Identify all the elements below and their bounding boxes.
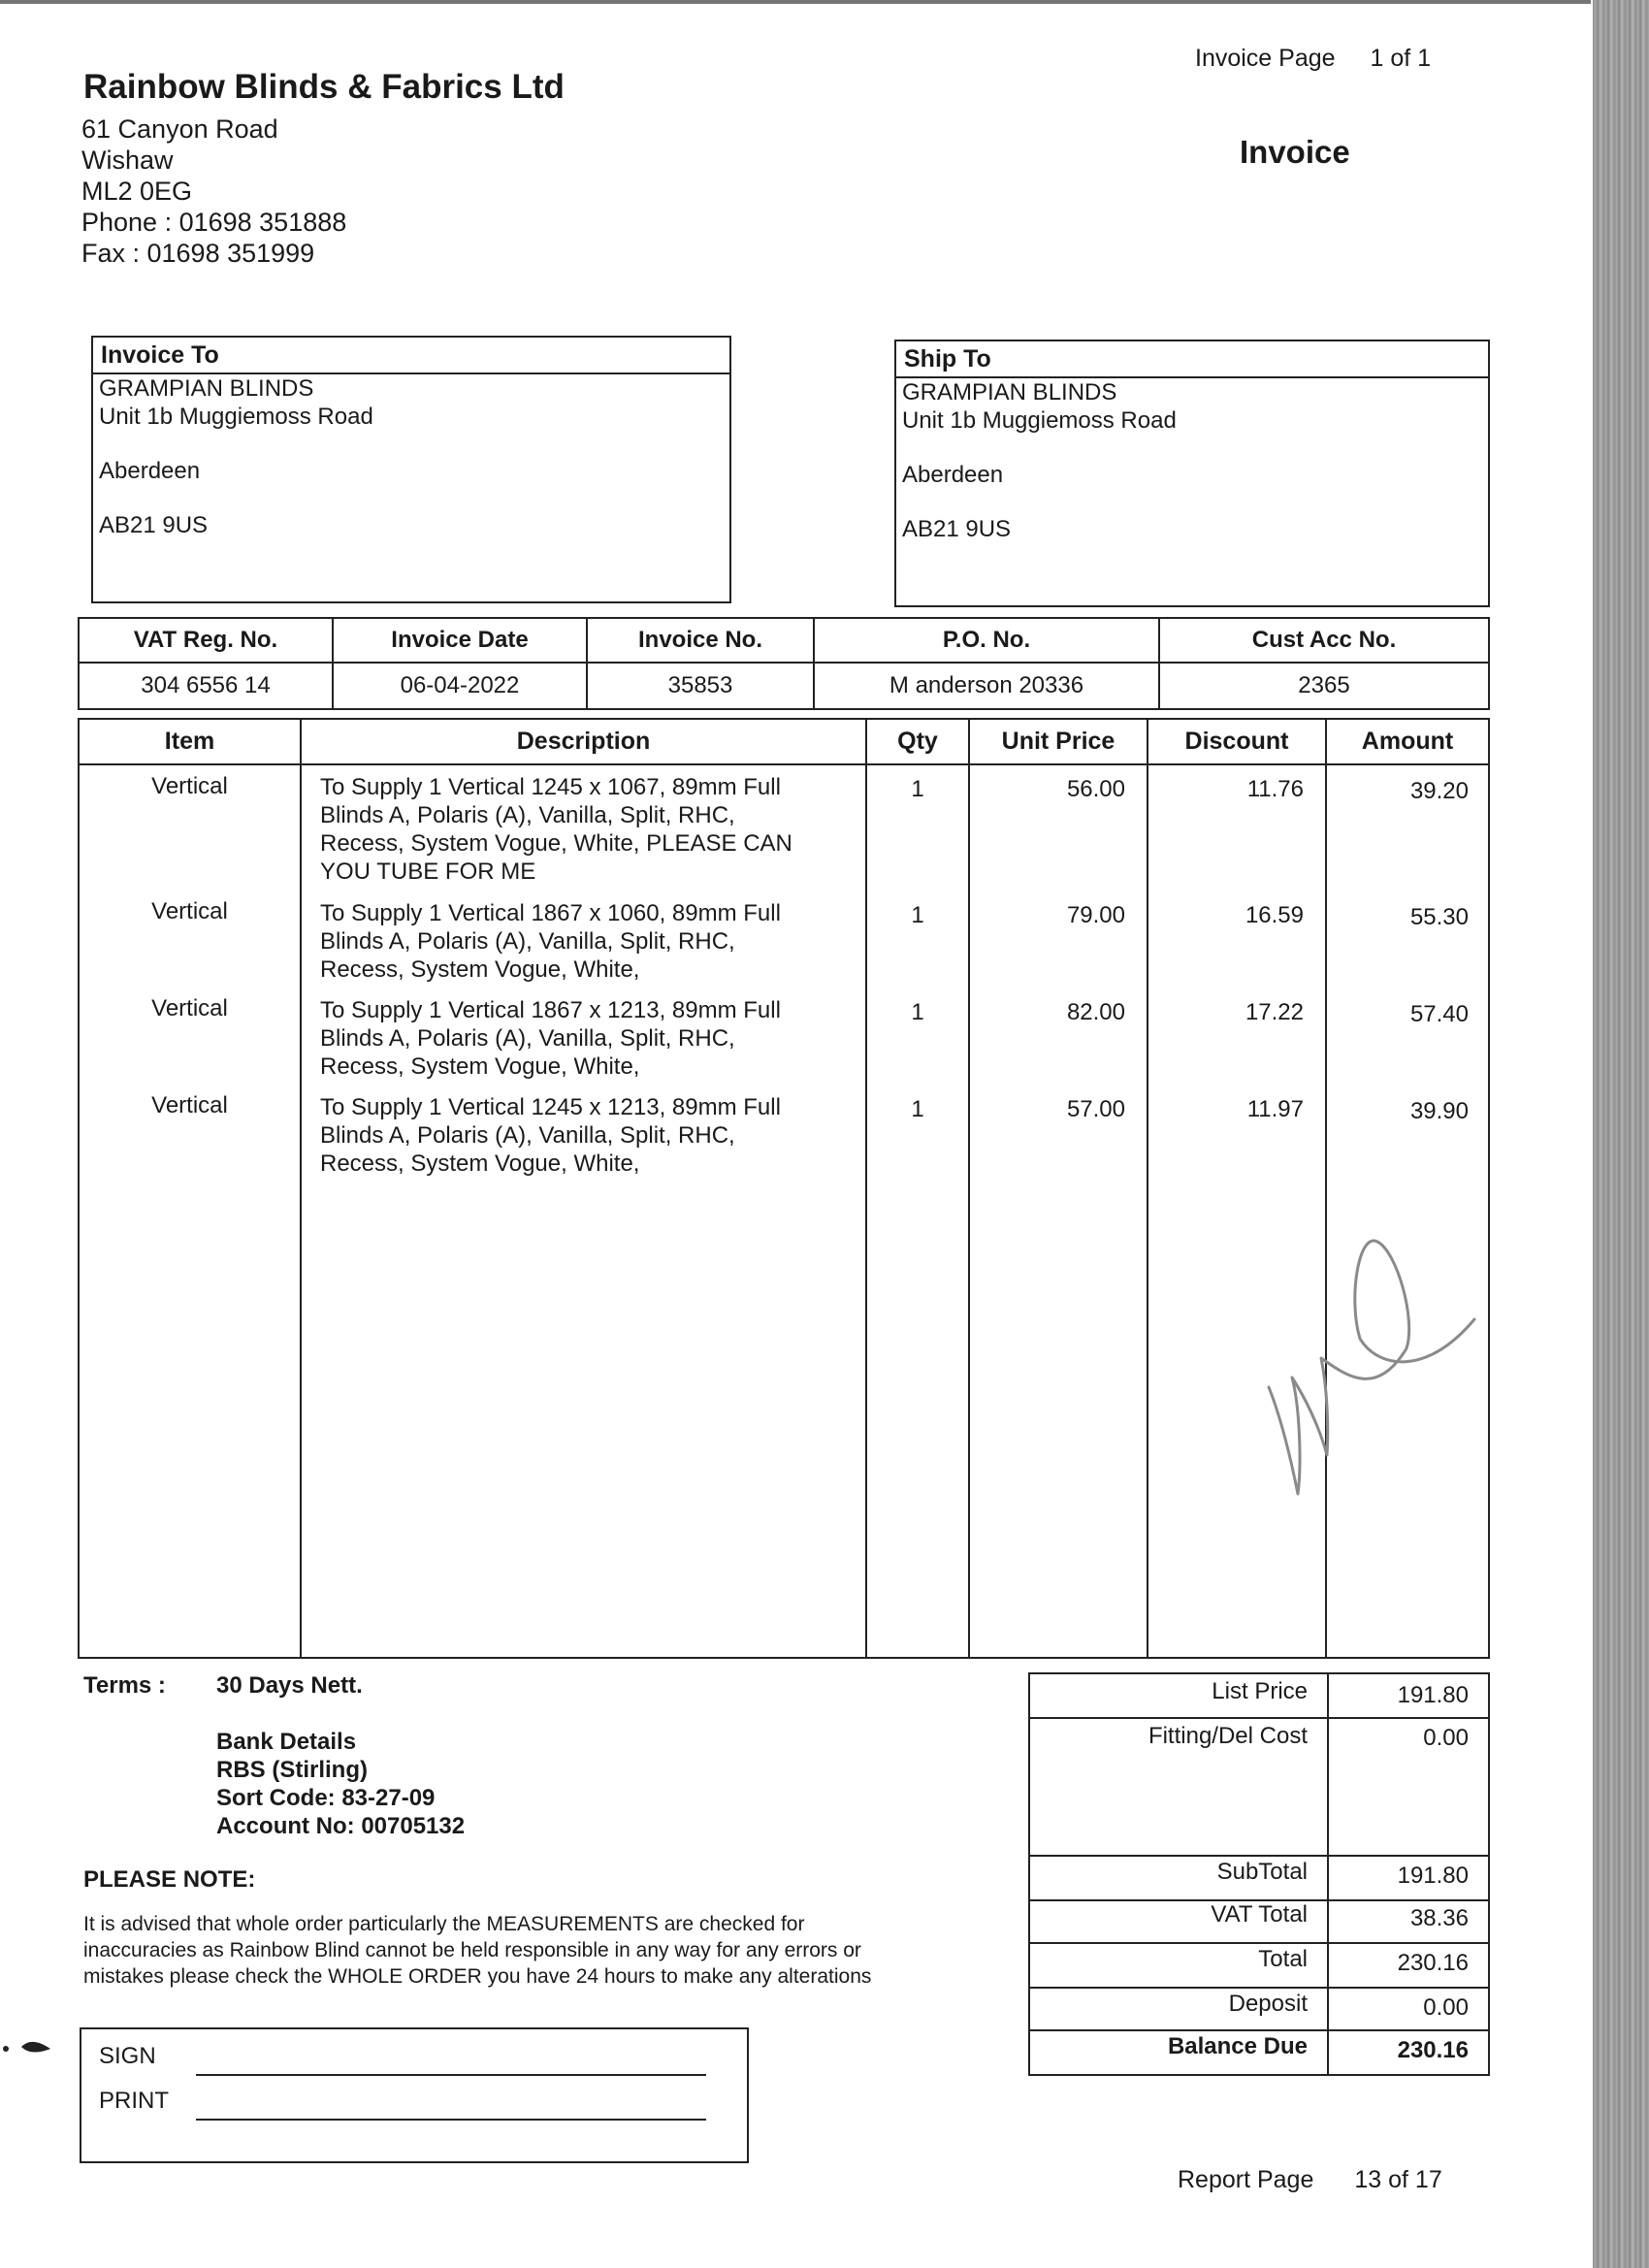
totals-row-line (1030, 1855, 1488, 1857)
list-price-label: List Price (1212, 1678, 1308, 1704)
row-description (320, 899, 844, 984)
invoice-to-box (91, 336, 731, 603)
col-header-description: Description (516, 728, 651, 755)
row-description (320, 1093, 844, 1178)
invoice-page-label: Invoice Page (1195, 45, 1336, 72)
scan-top-edge (0, 0, 1591, 4)
meta-header: Invoice No. (587, 618, 814, 663)
col-header-amount: Amount (1361, 728, 1454, 755)
address-line: AB21 9US (99, 512, 209, 538)
row-qty: 1 (911, 1096, 924, 1122)
description-line: To Supply 1 Vertical 1245 x 1213, 89mm Full (320, 1094, 781, 1120)
row-qty: 1 (911, 999, 924, 1025)
please-note-text (83, 1911, 1015, 1990)
note-line: mistakes please check the WHOLE ORDER you have 24 hours to make any alterations (83, 1965, 872, 1988)
balance-due-value: 230.16 (1397, 2037, 1469, 2063)
address-line: Aberdeen (99, 458, 201, 484)
signature-box (80, 2027, 749, 2163)
description-line: Recess, System Vogue, White, (320, 1053, 640, 1080)
report-page-indicator (1178, 2166, 1442, 2194)
col-header-item: Item (164, 728, 215, 755)
meta-header: Cust Acc No. (1159, 618, 1489, 663)
sign-label: SIGN (99, 2043, 156, 2069)
report-page-label: Report Page (1178, 2166, 1314, 2193)
description-line: To Supply 1 Vertical 1867 x 1213, 89mm Full (320, 997, 781, 1023)
list-price-value: 191.80 (1397, 1682, 1469, 1708)
invoice-no: 35853 (587, 663, 814, 709)
description-line: Blinds A, Polaris (A), Vanilla, Split, RHC, (320, 802, 735, 828)
row-item: Vertical (151, 995, 228, 1021)
meta-header: Invoice Date (333, 618, 587, 663)
description-line: Blinds A, Polaris (A), Vanilla, Split, RHC, (320, 1122, 735, 1149)
column-divider (300, 718, 302, 1659)
invoice-date: 06-04-2022 (333, 663, 587, 709)
row-description (320, 773, 844, 886)
fitting-cost-label: Fitting/Del Cost (1148, 1723, 1308, 1749)
description-line: To Supply 1 Vertical 1867 x 1060, 89mm Full (320, 900, 781, 926)
cust-acc-no: 2365 (1159, 663, 1489, 709)
row-discount: 16.59 (1245, 902, 1304, 928)
ship-to-label: Ship To (896, 341, 1488, 378)
bank-details-heading: Bank Details (216, 1729, 357, 1755)
description-line: To Supply 1 Vertical 1245 x 1067, 89mm Full (320, 774, 781, 800)
po-no: M anderson 20336 (814, 663, 1159, 709)
totals-row-line (1030, 1987, 1488, 1989)
sign-line[interactable] (196, 2074, 706, 2076)
bank-account-no: Account No: 00705132 (216, 1813, 466, 1839)
subtotal-label: SubTotal (1216, 1859, 1308, 1885)
description-line: Recess, System Vogue, White, (320, 1150, 640, 1177)
row-item: Vertical (151, 773, 228, 799)
description-line: Recess, System Vogue, White, (320, 956, 640, 983)
totals-row-line (1030, 1942, 1488, 1944)
invoice-page-value: 1 of 1 (1370, 45, 1432, 72)
column-divider (968, 718, 970, 1659)
invoice-to-label: Invoice To (93, 338, 729, 374)
items-header-divider (78, 763, 1490, 765)
row-discount: 17.22 (1245, 999, 1304, 1025)
company-fax: Fax : 01698 351999 (81, 239, 315, 268)
description-line: Recess, System Vogue, White, PLEASE CAN (320, 830, 792, 857)
terms-label: Terms : (83, 1672, 166, 1699)
vat-total-label: VAT Total (1211, 1901, 1308, 1928)
please-note-heading: PLEASE NOTE: (83, 1866, 256, 1893)
ship-to-box (894, 340, 1490, 607)
handwritten-initials (1251, 1232, 1484, 1513)
address-line (99, 431, 724, 457)
col-header-unit-price: Unit Price (1001, 728, 1116, 755)
totals-box (1028, 1672, 1490, 2076)
totals-divider (1327, 1674, 1329, 2074)
bank-sort-code: Sort Code: 83-27-09 (216, 1785, 436, 1811)
ship-to-address (896, 378, 1488, 543)
row-item: Vertical (151, 898, 228, 924)
meta-header: P.O. No. (814, 618, 1159, 663)
print-line[interactable] (196, 2119, 706, 2121)
row-discount: 11.76 (1246, 776, 1304, 802)
subtotal-value: 191.80 (1397, 1863, 1469, 1889)
totals-row-line (1030, 1717, 1488, 1719)
address-line (99, 485, 724, 511)
row-amount: 55.30 (1409, 904, 1469, 930)
fitting-cost-value: 0.00 (1423, 1725, 1469, 1751)
description-line: Blinds A, Polaris (A), Vanilla, Split, RHC, (320, 1025, 735, 1052)
note-line: inaccuracies as Rainbow Blind cannot be held responsible in any way for any errors or (83, 1939, 861, 1961)
row-item: Vertical (151, 1092, 228, 1118)
company-address-line: 61 Canyon Road (81, 114, 278, 144)
company-name: Rainbow Blinds & Fabrics Ltd (83, 68, 565, 106)
description-line: Blinds A, Polaris (A), Vanilla, Split, RHC, (320, 928, 735, 955)
address-line: Aberdeen (902, 462, 1004, 488)
row-unit-price: 56.00 (1066, 776, 1125, 802)
bank-name: RBS (Stirling) (216, 1757, 368, 1783)
row-amount: 57.40 (1409, 1001, 1469, 1027)
row-amount: 39.90 (1409, 1098, 1469, 1124)
totals-row-line (1030, 2029, 1488, 2031)
invoice-page-indicator (1195, 45, 1431, 73)
balance-due-label: Balance Due (1167, 2033, 1308, 2059)
deposit-label: Deposit (1228, 1991, 1308, 2017)
address-line: GRAMPIAN BLINDS (902, 379, 1117, 405)
scan-right-edge (1593, 0, 1649, 2268)
address-line: Unit 1b Muggiemoss Road (99, 404, 373, 430)
address-line: AB21 9US (902, 516, 1012, 542)
row-discount: 11.97 (1246, 1096, 1304, 1122)
print-label: PRINT (99, 2088, 169, 2114)
total-value: 230.16 (1397, 1950, 1469, 1976)
address-line (902, 435, 1482, 461)
row-unit-price: 82.00 (1066, 999, 1125, 1025)
row-unit-price: 79.00 (1066, 902, 1125, 928)
invoice-to-address (93, 374, 729, 539)
terms-value: 30 Days Nett. (216, 1672, 363, 1699)
description-line: YOU TUBE FOR ME (320, 859, 536, 885)
note-line: It is advised that whole order particularly the MEASUREMENTS are checked for (83, 1913, 805, 1935)
invoice-meta-table (78, 617, 1490, 710)
total-label: Total (1258, 1946, 1308, 1972)
meta-header: VAT Reg. No. (79, 618, 333, 663)
vat-total-value: 38.36 (1409, 1905, 1469, 1931)
company-address-line: ML2 0EG (81, 177, 193, 206)
document-title: Invoice (1240, 134, 1350, 170)
deposit-value: 0.00 (1423, 1994, 1469, 2021)
row-qty: 1 (911, 902, 924, 928)
column-divider (1147, 718, 1148, 1659)
vat-reg-no: 304 6556 14 (79, 663, 333, 709)
row-amount: 39.20 (1409, 778, 1469, 804)
col-header-discount: Discount (1184, 728, 1289, 755)
address-line (902, 489, 1482, 515)
company-phone: Phone : 01698 351888 (81, 208, 347, 237)
column-divider (865, 718, 867, 1659)
row-qty: 1 (911, 776, 924, 802)
row-unit-price: 57.00 (1066, 1096, 1125, 1122)
scan-smudge (0, 2035, 58, 2058)
col-header-qty: Qty (897, 728, 938, 755)
company-address-line: Wishaw (81, 146, 174, 175)
address-line: Unit 1b Muggiemoss Road (902, 407, 1177, 434)
column-divider (1325, 718, 1327, 1659)
report-page-value: 13 of 17 (1354, 2166, 1442, 2193)
row-description (320, 996, 844, 1081)
address-line: GRAMPIAN BLINDS (99, 375, 314, 402)
